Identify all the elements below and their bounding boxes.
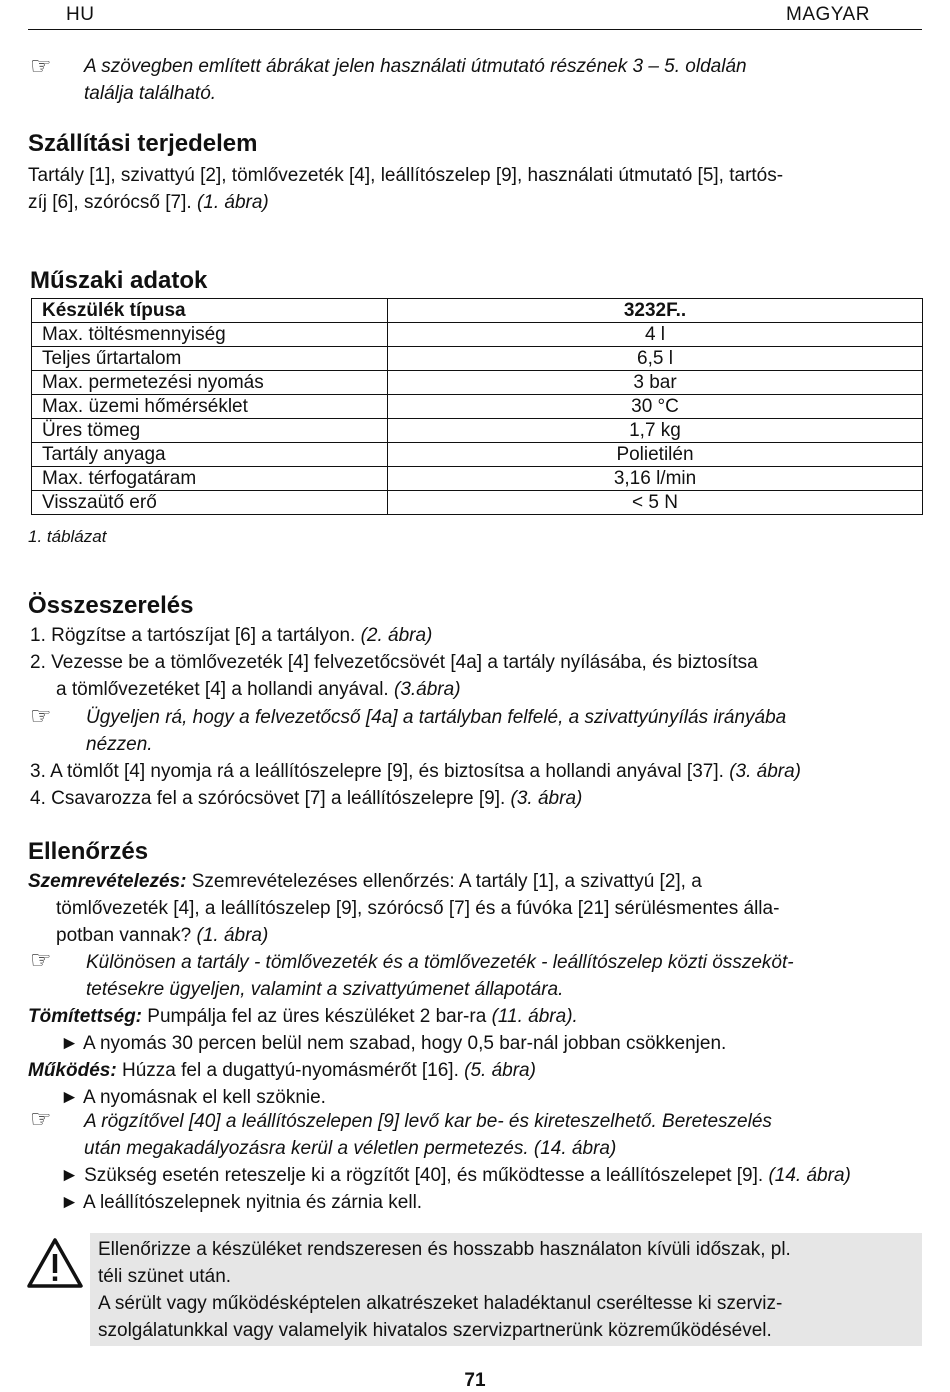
step-number: 1. — [30, 625, 46, 646]
visual-check-label: Szemrevételezés: — [28, 871, 187, 892]
arrow-bullet-icon: ► — [60, 1087, 79, 1108]
visual-check-text: Szemrevételezéses ellenőrzés: A tartály [1], a szivattyú [2], a — [191, 871, 702, 892]
step-figure-ref: (2. ábra) — [360, 625, 433, 646]
hand-pointer-icon: ☞ — [30, 1106, 52, 1133]
figure-note-line2: találja található. — [84, 83, 217, 104]
table-header-row — [32, 299, 923, 323]
warning-line4: szolgálatunkkal vagy valamelyik hivatalos szervizpartnerünk közreműködésével. — [98, 1320, 772, 1341]
table-cell-label: Max. töltésmennyiség — [32, 323, 388, 347]
assembly-step-2 — [30, 649, 758, 676]
table-row — [32, 323, 923, 347]
header-language-name: MAGYAR — [786, 4, 870, 25]
step-text: Rögzítse a tartószíjat [6] a tartályon. — [51, 625, 356, 646]
tightness-text: Pumpálja fel az üres készüléket 2 bar-ra — [147, 1006, 487, 1027]
function-label: Működés: — [28, 1060, 117, 1081]
table-cell-value: 1,7 kg — [388, 419, 923, 443]
function-line — [28, 1057, 536, 1084]
assembly-step-3 — [30, 758, 801, 785]
step-text: Csavarozza fel a szórócsövet [7] a leállítószelepre [9]. — [51, 788, 506, 809]
table-row — [32, 467, 923, 491]
check-heading: Ellenőrzés — [28, 838, 149, 865]
check-note1-line2: tetésekre ügyeljen, valamint a szivattyúmenet állapotára. — [86, 979, 564, 1000]
hand-pointer-icon: ☞ — [30, 703, 52, 730]
warning-line2: téli szünet után. — [98, 1266, 232, 1287]
scope-text: zíj [6], szórócső [7]. — [28, 192, 192, 213]
table-cell-label: Üres tömeg — [32, 419, 388, 443]
header-rule — [28, 29, 922, 30]
step-figure-ref: (3. ábra) — [510, 788, 583, 809]
table-cell-value: 30 °C — [388, 395, 923, 419]
assembly-note-line2: nézzen. — [86, 734, 153, 755]
visual-check-line1 — [28, 868, 702, 895]
scope-text-line1: Tartály [1], szivattyú [2], tömlővezeték [4], leállítószelep [9], használati útmutató [5], tartós- — [28, 165, 784, 186]
table-cell-label: Max. permetezési nyomás — [32, 371, 388, 395]
warning-box — [90, 1233, 922, 1346]
warning-line1: Ellenőrizze a készüléket rendszeresen és hosszabb használaton kívüli időszak, pl. — [98, 1239, 791, 1260]
scope-text-line2 — [28, 189, 269, 216]
bullet-text: A leállítószelepnek nyitnia és zárnia kell. — [83, 1192, 423, 1213]
step-text: A tömlőt [4] nyomja rá a leállítószelepre [9], és biztosítsa a hollandi anyával [37]. — [50, 761, 724, 782]
table-cell-value: 3,16 l/min — [388, 467, 923, 491]
tightness-figure-ref: (11. ábra). — [491, 1006, 578, 1027]
table-cell-value: < 5 N — [388, 491, 923, 515]
page-number: 71 — [464, 1370, 486, 1391]
assembly-step-2-cont — [56, 676, 461, 703]
step-number: 4. — [30, 788, 46, 809]
check-note2-line2: után megakadályozásra kerül a véletlen permetezés. (14. ábra) — [84, 1138, 617, 1159]
scope-heading: Szállítási terjedelem — [28, 130, 258, 157]
table-cell-label: Készülék típusa — [32, 299, 388, 323]
assembly-heading: Összeszerelés — [28, 592, 194, 619]
visual-check-line2: tömlővezeték [4], a leállítószelep [9], szórócső [7] és a fúvóka [21] sérülésmentes álla- — [56, 898, 780, 919]
arrow-bullet-icon: ► — [60, 1033, 79, 1054]
tech-data-table — [31, 298, 923, 515]
arrow-bullet-icon: ► — [60, 1192, 79, 1213]
step-figure-ref: (3.ábra) — [394, 679, 461, 700]
lock-bullet — [60, 1162, 851, 1189]
step-number: 3. — [30, 761, 46, 782]
visual-check-figure-ref: (1. ábra) — [196, 925, 269, 946]
assembly-note-line1: Ügyeljen rá, hogy a felvezetőcső [4a] a tartályban felfelé, a szivattyúnyílás irányába — [86, 707, 787, 728]
warning-line3: A sérült vagy működésképtelen alkatrészeket haladéktanul cseréltesse ki szerviz- — [98, 1293, 783, 1314]
table-cell-label: Teljes űrtartalom — [32, 347, 388, 371]
header-language-code: HU — [66, 4, 95, 25]
table-row — [32, 443, 923, 467]
scope-figure-ref: (1. ábra) — [196, 192, 269, 213]
table-cell-value: Polietilén — [388, 443, 923, 467]
table-cell-value: 3 bar — [388, 371, 923, 395]
function-text: Húzza fel a dugattyú-nyomásmérőt [16]. — [121, 1060, 459, 1081]
table-row — [32, 395, 923, 419]
table-cell-label: Max. térfogatáram — [32, 467, 388, 491]
function-figure-ref: (5. ábra) — [464, 1060, 536, 1081]
table-caption: 1. táblázat — [28, 527, 107, 546]
table-row — [32, 491, 923, 515]
tightness-label: Tömítettség: — [28, 1006, 142, 1027]
table-cell-value: 6,5 l — [388, 347, 923, 371]
hand-pointer-icon: ☞ — [30, 53, 52, 80]
step-text: Vezesse be a tömlővezeték [4] felvezetőcsövét [4a] a tartály nyílásába, és biztosítsa — [51, 652, 758, 673]
valve-bullet — [60, 1189, 422, 1216]
figure-note-line1: A szövegben említett ábrákat jelen használati útmutató részének 3 – 5. oldalán — [84, 56, 747, 77]
table-cell-label: Visszaütő erő — [32, 491, 388, 515]
bullet-figure-ref: (14. ábra) — [768, 1165, 851, 1186]
table-cell-label: Tartály anyaga — [32, 443, 388, 467]
tech-heading: Műszaki adatok — [30, 267, 208, 294]
visual-check-text: potban vannak? — [56, 925, 192, 946]
table-cell-value: 4 l — [388, 323, 923, 347]
bullet-text: Szükség esetén reteszelje ki a rögzítőt [40], és működtesse a leállítószelepet [9]. — [84, 1165, 764, 1186]
step-text: a tömlővezetéket [4] a hollandi anyával. — [56, 679, 389, 700]
step-figure-ref: (3. ábra) — [729, 761, 802, 782]
check-note1-line1: Különösen a tartály - tömlővezeték és a tömlővezeték - leállítószelep közti összeköt- — [86, 952, 794, 973]
table-cell-value: 3232F.. — [388, 299, 923, 323]
tightness-bullet — [60, 1030, 726, 1057]
visual-check-line3 — [56, 922, 268, 949]
table-cell-label: Max. üzemi hőmérséklet — [32, 395, 388, 419]
bullet-text: A nyomásnak el kell szöknie. — [83, 1087, 326, 1108]
table-row — [32, 347, 923, 371]
function-bullet — [60, 1084, 326, 1111]
arrow-bullet-icon: ► — [60, 1165, 79, 1186]
table-row — [32, 371, 923, 395]
step-number: 2. — [30, 652, 46, 673]
warning-triangle-icon — [26, 1237, 84, 1289]
hand-pointer-icon: ☞ — [30, 947, 52, 974]
check-note2-line1: A rögzítővel [40] a leállítószelepen [9] levő kar be- és kireteszelhető. Bereteszelés — [84, 1111, 772, 1132]
table-row — [32, 419, 923, 443]
assembly-step-4 — [30, 785, 582, 812]
assembly-step-1 — [30, 622, 432, 649]
tightness-line — [28, 1003, 578, 1030]
bullet-text: A nyomás 30 percen belül nem szabad, hogy 0,5 bar-nál jobban csökkenjen. — [83, 1033, 727, 1054]
